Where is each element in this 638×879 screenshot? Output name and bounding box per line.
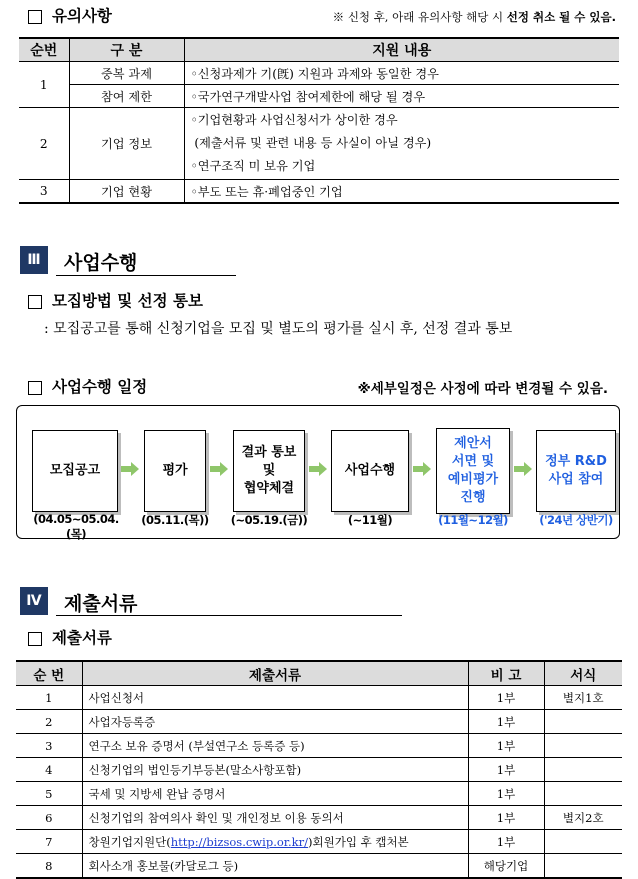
flow-step-3: 결과 통보 및 협약체결 <box>233 430 305 512</box>
arrow-right-icon <box>121 462 139 476</box>
table-row: 5 국세 및 지방세 완납 증명서 1부 <box>16 782 622 806</box>
arrow-right-icon <box>514 462 532 476</box>
section-underline <box>56 275 236 276</box>
flow-step-4: 사업수행 <box>331 430 409 512</box>
flow-date-5: (11월~12월) <box>438 513 508 527</box>
checkbox-square-icon <box>28 10 42 24</box>
section-numeral-badge: Ⅲ <box>20 246 48 274</box>
notice-title: 유의사항 <box>28 4 112 26</box>
flow-step-5: 제안서 서면 및 예비평가 진행 <box>436 428 510 514</box>
subsection-title: 제출서류 <box>28 626 112 648</box>
table-row: 7 창원기업지원단(http://bizsos.cwip.or.kr/)회원가입 후 캡처본 1부 <box>16 830 622 854</box>
section-title: 제출서류 <box>64 593 138 615</box>
section-numeral-badge: Ⅳ <box>20 587 48 615</box>
flow-date-6: ('24년 상반기) <box>539 513 613 527</box>
table-row: 참여 제한 ◦국가연구개발사업 참여제한에 해당 될 경우 <box>19 85 619 108</box>
table-row: 4 신청기업의 법인등기부등본(말소사항포함) 1부 <box>16 758 622 782</box>
table-row: 1 중복 과제 ◦신청과제가 기(旣) 지원과 과제와 동일한 경우 <box>19 62 619 85</box>
arrow-right-icon <box>413 462 431 476</box>
flow-date-3: (~05.19.(금)) <box>230 513 308 527</box>
notice-note: ※ 신청 후, 아래 유의사항 해당 시 선정 취소 될 수 있음. <box>332 10 616 24</box>
flow-step-6: 정부 R&D 사업 참여 <box>536 430 616 512</box>
col-header-document: 제출서류 <box>82 661 468 686</box>
section-underline <box>56 615 402 616</box>
col-header-no: 순번 <box>19 38 69 62</box>
col-header-no: 순 번 <box>16 661 82 686</box>
checkbox-square-icon <box>28 632 42 646</box>
table-row: 2 사업자등록증 1부 <box>16 710 622 734</box>
subsection-title: 사업수행 일정 <box>28 375 147 397</box>
flow-date-4: (~11월) <box>347 513 393 527</box>
documents-table <box>16 660 622 879</box>
schedule-note: ※세부일정은 사정에 따라 변경될 수 있음. <box>357 381 608 397</box>
col-header-content: 지원 내용 <box>184 38 619 62</box>
flow-step-1: 모집공고 <box>32 430 118 512</box>
section-title: 사업수행 <box>64 252 138 274</box>
table-row: 8 회사소개 홍보물(카달로그 등) 해당기업 <box>16 854 622 879</box>
subsection-text: : 모집공고를 통해 신청기업을 모집 및 별도의 평가를 실시 후, 선정 결과 통보 <box>44 321 513 337</box>
col-header-form: 서식 <box>544 661 622 686</box>
col-header-category: 구 분 <box>69 38 184 62</box>
table-row: 3 기업 현황 ◦부도 또는 휴·폐업중인 기업 <box>19 180 619 204</box>
subsection-title: 모집방법 및 선정 통보 <box>28 289 203 311</box>
arrow-right-icon <box>309 462 327 476</box>
checkbox-square-icon <box>28 381 42 395</box>
table-row: 3 연구소 보유 증명서 (부설연구소 등록증 등) 1부 <box>16 734 622 758</box>
checkbox-square-icon <box>28 295 42 309</box>
table-row: 1 사업신청서 1부 별지1호 <box>16 686 622 710</box>
table-row: 2 기업 정보 ◦기업현황과 사업신청서가 상이한 경우 (제출서류 및 관련 내용 등 사실이 아닐 경우) ◦연구조직 미 보유 기업 <box>19 108 619 180</box>
flow-date-1: (04.05~05.04.(목) <box>33 512 119 541</box>
flow-date-2: (05.11.(목)) <box>141 513 209 527</box>
col-header-note: 비 고 <box>468 661 544 686</box>
notice-table <box>19 37 619 204</box>
table-row: 6 신청기업의 참여의사 확인 및 개인정보 이용 동의서 1부 별지2호 <box>16 806 622 830</box>
flow-step-2: 평가 <box>144 430 206 512</box>
website-link[interactable]: http://bizsos.cwip.or.kr/ <box>170 834 308 849</box>
arrow-right-icon <box>210 462 228 476</box>
